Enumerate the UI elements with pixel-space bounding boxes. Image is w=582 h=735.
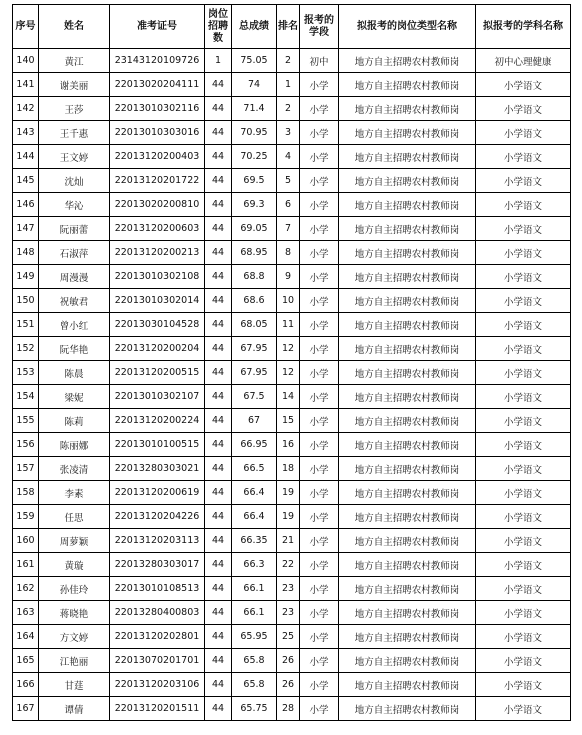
cell-name: 梁妮	[39, 385, 110, 409]
cell-subject: 小学语文	[476, 577, 571, 601]
cell-position-type: 地方自主招聘农村教师岗	[339, 409, 476, 433]
header-school-level: 报考的学段	[300, 5, 339, 49]
cell-positions: 44	[205, 361, 232, 385]
cell-exam-id: 22013120200603	[110, 217, 205, 241]
cell-name: 祝敏君	[39, 289, 110, 313]
cell-total-score: 66.4	[232, 505, 277, 529]
table-row	[13, 577, 571, 601]
cell-subject: 小学语文	[476, 73, 571, 97]
cell-name: 周漫漫	[39, 265, 110, 289]
cell-rank: 12	[277, 337, 300, 361]
header-rank: 排名	[277, 5, 300, 49]
cell-index: 140	[13, 49, 39, 73]
cell-name: 陈丽娜	[39, 433, 110, 457]
table-row	[13, 145, 571, 169]
cell-subject: 小学语文	[476, 481, 571, 505]
cell-exam-id: 23143120109726	[110, 49, 205, 73]
cell-rank: 21	[277, 529, 300, 553]
cell-subject: 小学语文	[476, 217, 571, 241]
cell-exam-id: 22013020204111	[110, 73, 205, 97]
cell-positions: 1	[205, 49, 232, 73]
cell-school-level: 小学	[300, 241, 339, 265]
cell-subject: 小学语文	[476, 241, 571, 265]
cell-school-level: 初中	[300, 49, 339, 73]
cell-exam-id: 22013120203106	[110, 673, 205, 697]
cell-subject: 小学语文	[476, 361, 571, 385]
cell-exam-id: 22013120200515	[110, 361, 205, 385]
cell-rank: 11	[277, 313, 300, 337]
cell-total-score: 67.5	[232, 385, 277, 409]
cell-exam-id: 22013280303017	[110, 553, 205, 577]
cell-name: 华沁	[39, 193, 110, 217]
cell-name: 沈灿	[39, 169, 110, 193]
cell-positions: 44	[205, 97, 232, 121]
cell-total-score: 67.95	[232, 337, 277, 361]
cell-name: 阮丽蕾	[39, 217, 110, 241]
cell-rank: 9	[277, 265, 300, 289]
cell-index: 165	[13, 649, 39, 673]
cell-rank: 14	[277, 385, 300, 409]
cell-exam-id: 22013120200204	[110, 337, 205, 361]
cell-positions: 44	[205, 601, 232, 625]
cell-rank: 28	[277, 697, 300, 721]
cell-subject: 初中心理健康	[476, 49, 571, 73]
cell-exam-id: 22013010100515	[110, 433, 205, 457]
cell-exam-id: 22013120200224	[110, 409, 205, 433]
cell-position-type: 地方自主招聘农村教师岗	[339, 265, 476, 289]
cell-position-type: 地方自主招聘农村教师岗	[339, 217, 476, 241]
cell-positions: 44	[205, 121, 232, 145]
cell-index: 156	[13, 433, 39, 457]
cell-name: 黄璇	[39, 553, 110, 577]
cell-school-level: 小学	[300, 193, 339, 217]
cell-total-score: 66.3	[232, 553, 277, 577]
cell-position-type: 地方自主招聘农村教师岗	[339, 145, 476, 169]
cell-subject: 小学语文	[476, 505, 571, 529]
cell-index: 163	[13, 601, 39, 625]
cell-positions: 44	[205, 409, 232, 433]
header-positions: 岗位招聘数	[205, 5, 232, 49]
cell-exam-id: 22013120203113	[110, 529, 205, 553]
cell-total-score: 69.3	[232, 193, 277, 217]
cell-positions: 44	[205, 457, 232, 481]
table-body	[13, 49, 571, 721]
cell-total-score: 70.25	[232, 145, 277, 169]
cell-total-score: 66.95	[232, 433, 277, 457]
table-row	[13, 265, 571, 289]
cell-rank: 4	[277, 145, 300, 169]
cell-rank: 1	[277, 73, 300, 97]
cell-index: 162	[13, 577, 39, 601]
cell-school-level: 小学	[300, 361, 339, 385]
cell-index: 167	[13, 697, 39, 721]
cell-index: 161	[13, 553, 39, 577]
table-row	[13, 409, 571, 433]
cell-index: 152	[13, 337, 39, 361]
cell-positions: 44	[205, 385, 232, 409]
cell-subject: 小学语文	[476, 625, 571, 649]
cell-positions: 44	[205, 697, 232, 721]
cell-position-type: 地方自主招聘农村教师岗	[339, 361, 476, 385]
cell-positions: 44	[205, 217, 232, 241]
cell-subject: 小学语文	[476, 409, 571, 433]
cell-subject: 小学语文	[476, 169, 571, 193]
cell-position-type: 地方自主招聘农村教师岗	[339, 553, 476, 577]
table-row	[13, 625, 571, 649]
cell-subject: 小学语文	[476, 673, 571, 697]
cell-name: 江艳丽	[39, 649, 110, 673]
cell-subject: 小学语文	[476, 289, 571, 313]
cell-rank: 8	[277, 241, 300, 265]
cell-total-score: 67.95	[232, 361, 277, 385]
cell-position-type: 地方自主招聘农村教师岗	[339, 457, 476, 481]
cell-total-score: 68.05	[232, 313, 277, 337]
cell-position-type: 地方自主招聘农村教师岗	[339, 241, 476, 265]
cell-subject: 小学语文	[476, 649, 571, 673]
header-subject: 拟报考的学科名称	[476, 5, 571, 49]
cell-name: 王千惠	[39, 121, 110, 145]
cell-school-level: 小学	[300, 553, 339, 577]
cell-school-level: 小学	[300, 625, 339, 649]
cell-subject: 小学语文	[476, 265, 571, 289]
cell-exam-id: 22013030104528	[110, 313, 205, 337]
cell-position-type: 地方自主招聘农村教师岗	[339, 601, 476, 625]
cell-exam-id: 22013010303016	[110, 121, 205, 145]
cell-exam-id: 22013010302107	[110, 385, 205, 409]
table-row	[13, 697, 571, 721]
cell-school-level: 小学	[300, 217, 339, 241]
cell-exam-id: 22013070201701	[110, 649, 205, 673]
cell-index: 148	[13, 241, 39, 265]
table-row	[13, 217, 571, 241]
cell-exam-id: 22013120201511	[110, 697, 205, 721]
cell-positions: 44	[205, 625, 232, 649]
cell-total-score: 66.1	[232, 577, 277, 601]
results-table	[12, 4, 571, 721]
cell-position-type: 地方自主招聘农村教师岗	[339, 625, 476, 649]
cell-position-type: 地方自主招聘农村教师岗	[339, 433, 476, 457]
header-name: 姓名	[39, 5, 110, 49]
cell-index: 144	[13, 145, 39, 169]
cell-index: 151	[13, 313, 39, 337]
cell-subject: 小学语文	[476, 145, 571, 169]
cell-exam-id: 22013280400803	[110, 601, 205, 625]
cell-school-level: 小学	[300, 73, 339, 97]
cell-total-score: 69.5	[232, 169, 277, 193]
cell-rank: 19	[277, 481, 300, 505]
table-row	[13, 673, 571, 697]
cell-position-type: 地方自主招聘农村教师岗	[339, 289, 476, 313]
cell-total-score: 68.95	[232, 241, 277, 265]
cell-index: 141	[13, 73, 39, 97]
cell-position-type: 地方自主招聘农村教师岗	[339, 169, 476, 193]
cell-school-level: 小学	[300, 409, 339, 433]
header-position-type: 拟报考的岗位类型名称	[339, 5, 476, 49]
cell-school-level: 小学	[300, 433, 339, 457]
cell-name: 李素	[39, 481, 110, 505]
cell-subject: 小学语文	[476, 193, 571, 217]
cell-total-score: 66.5	[232, 457, 277, 481]
cell-subject: 小学语文	[476, 121, 571, 145]
cell-positions: 44	[205, 265, 232, 289]
cell-subject: 小学语文	[476, 433, 571, 457]
cell-total-score: 66.4	[232, 481, 277, 505]
cell-exam-id: 22013020200810	[110, 193, 205, 217]
table-row	[13, 361, 571, 385]
cell-exam-id: 22013120200619	[110, 481, 205, 505]
cell-school-level: 小学	[300, 481, 339, 505]
cell-school-level: 小学	[300, 145, 339, 169]
cell-total-score: 65.95	[232, 625, 277, 649]
cell-index: 160	[13, 529, 39, 553]
cell-index: 159	[13, 505, 39, 529]
cell-name: 任思	[39, 505, 110, 529]
cell-total-score: 75.05	[232, 49, 277, 73]
cell-rank: 26	[277, 673, 300, 697]
cell-index: 149	[13, 265, 39, 289]
cell-name: 张凌清	[39, 457, 110, 481]
cell-school-level: 小学	[300, 505, 339, 529]
cell-rank: 12	[277, 361, 300, 385]
table-row	[13, 49, 571, 73]
table-row	[13, 457, 571, 481]
cell-positions: 44	[205, 577, 232, 601]
cell-subject: 小学语文	[476, 385, 571, 409]
cell-positions: 44	[205, 73, 232, 97]
cell-index: 147	[13, 217, 39, 241]
cell-subject: 小学语文	[476, 337, 571, 361]
cell-rank: 5	[277, 169, 300, 193]
header-exam-id: 准考证号	[110, 5, 205, 49]
cell-rank: 25	[277, 625, 300, 649]
cell-total-score: 70.95	[232, 121, 277, 145]
cell-exam-id: 22013120204226	[110, 505, 205, 529]
cell-school-level: 小学	[300, 385, 339, 409]
table-row	[13, 313, 571, 337]
table-row	[13, 481, 571, 505]
table-row	[13, 97, 571, 121]
cell-name: 王莎	[39, 97, 110, 121]
cell-rank: 6	[277, 193, 300, 217]
cell-positions: 44	[205, 313, 232, 337]
cell-school-level: 小学	[300, 457, 339, 481]
cell-index: 143	[13, 121, 39, 145]
cell-position-type: 地方自主招聘农村教师岗	[339, 121, 476, 145]
table-row	[13, 433, 571, 457]
cell-school-level: 小学	[300, 169, 339, 193]
cell-school-level: 小学	[300, 289, 339, 313]
cell-index: 164	[13, 625, 39, 649]
cell-index: 155	[13, 409, 39, 433]
cell-index: 145	[13, 169, 39, 193]
cell-rank: 23	[277, 601, 300, 625]
cell-rank: 15	[277, 409, 300, 433]
cell-positions: 44	[205, 289, 232, 313]
cell-position-type: 地方自主招聘农村教师岗	[339, 481, 476, 505]
cell-school-level: 小学	[300, 577, 339, 601]
cell-positions: 44	[205, 337, 232, 361]
cell-total-score: 65.8	[232, 649, 277, 673]
cell-subject: 小学语文	[476, 529, 571, 553]
cell-total-score: 71.4	[232, 97, 277, 121]
cell-subject: 小学语文	[476, 601, 571, 625]
cell-school-level: 小学	[300, 121, 339, 145]
cell-positions: 44	[205, 553, 232, 577]
table-row	[13, 73, 571, 97]
table-row	[13, 337, 571, 361]
cell-exam-id: 22013010302014	[110, 289, 205, 313]
cell-name: 王文婷	[39, 145, 110, 169]
cell-school-level: 小学	[300, 337, 339, 361]
cell-total-score: 68.6	[232, 289, 277, 313]
cell-school-level: 小学	[300, 313, 339, 337]
cell-name: 陈晨	[39, 361, 110, 385]
header-row	[13, 5, 571, 49]
cell-name: 方文婷	[39, 625, 110, 649]
cell-index: 166	[13, 673, 39, 697]
cell-name: 孙佳玲	[39, 577, 110, 601]
cell-positions: 44	[205, 505, 232, 529]
cell-index: 142	[13, 97, 39, 121]
cell-total-score: 65.75	[232, 697, 277, 721]
cell-rank: 19	[277, 505, 300, 529]
cell-positions: 44	[205, 649, 232, 673]
table-row	[13, 241, 571, 265]
header-total-score: 总成绩	[232, 5, 277, 49]
cell-position-type: 地方自主招聘农村教师岗	[339, 97, 476, 121]
cell-positions: 44	[205, 433, 232, 457]
cell-total-score: 67	[232, 409, 277, 433]
table-row	[13, 193, 571, 217]
cell-subject: 小学语文	[476, 97, 571, 121]
cell-rank: 18	[277, 457, 300, 481]
cell-school-level: 小学	[300, 265, 339, 289]
table-row	[13, 169, 571, 193]
cell-index: 158	[13, 481, 39, 505]
cell-position-type: 地方自主招聘农村教师岗	[339, 313, 476, 337]
cell-position-type: 地方自主招聘农村教师岗	[339, 505, 476, 529]
cell-school-level: 小学	[300, 697, 339, 721]
table-row	[13, 289, 571, 313]
table-row	[13, 385, 571, 409]
cell-rank: 26	[277, 649, 300, 673]
cell-name: 谭倩	[39, 697, 110, 721]
cell-rank: 16	[277, 433, 300, 457]
cell-total-score: 66.35	[232, 529, 277, 553]
header-index: 序号	[13, 5, 39, 49]
cell-position-type: 地方自主招聘农村教师岗	[339, 649, 476, 673]
cell-school-level: 小学	[300, 673, 339, 697]
table-row	[13, 601, 571, 625]
cell-index: 146	[13, 193, 39, 217]
cell-positions: 44	[205, 241, 232, 265]
cell-exam-id: 22013120200213	[110, 241, 205, 265]
cell-position-type: 地方自主招聘农村教师岗	[339, 529, 476, 553]
cell-name: 石淑萍	[39, 241, 110, 265]
cell-positions: 44	[205, 169, 232, 193]
cell-total-score: 68.8	[232, 265, 277, 289]
cell-exam-id: 22013280303021	[110, 457, 205, 481]
cell-positions: 44	[205, 673, 232, 697]
cell-subject: 小学语文	[476, 457, 571, 481]
cell-subject: 小学语文	[476, 313, 571, 337]
cell-school-level: 小学	[300, 601, 339, 625]
cell-school-level: 小学	[300, 529, 339, 553]
cell-exam-id: 22013010302108	[110, 265, 205, 289]
cell-position-type: 地方自主招聘农村教师岗	[339, 385, 476, 409]
cell-name: 曾小红	[39, 313, 110, 337]
cell-position-type: 地方自主招聘农村教师岗	[339, 697, 476, 721]
table-row	[13, 529, 571, 553]
cell-positions: 44	[205, 193, 232, 217]
cell-position-type: 地方自主招聘农村教师岗	[339, 193, 476, 217]
cell-positions: 44	[205, 529, 232, 553]
cell-name: 阮华艳	[39, 337, 110, 361]
table-row	[13, 649, 571, 673]
cell-name: 陈莉	[39, 409, 110, 433]
cell-rank: 23	[277, 577, 300, 601]
cell-rank: 7	[277, 217, 300, 241]
cell-rank: 10	[277, 289, 300, 313]
cell-index: 154	[13, 385, 39, 409]
cell-positions: 44	[205, 145, 232, 169]
cell-index: 150	[13, 289, 39, 313]
cell-name: 蒋晓艳	[39, 601, 110, 625]
cell-subject: 小学语文	[476, 553, 571, 577]
cell-position-type: 地方自主招聘农村教师岗	[339, 49, 476, 73]
cell-school-level: 小学	[300, 97, 339, 121]
cell-position-type: 地方自主招聘农村教师岗	[339, 73, 476, 97]
cell-total-score: 69.05	[232, 217, 277, 241]
cell-position-type: 地方自主招聘农村教师岗	[339, 673, 476, 697]
table-row	[13, 553, 571, 577]
cell-rank: 3	[277, 121, 300, 145]
cell-positions: 44	[205, 481, 232, 505]
cell-exam-id: 22013120202801	[110, 625, 205, 649]
cell-rank: 2	[277, 97, 300, 121]
cell-school-level: 小学	[300, 649, 339, 673]
cell-index: 153	[13, 361, 39, 385]
cell-total-score: 66.1	[232, 601, 277, 625]
cell-index: 157	[13, 457, 39, 481]
cell-name: 黄江	[39, 49, 110, 73]
cell-exam-id: 22013010302116	[110, 97, 205, 121]
cell-rank: 2	[277, 49, 300, 73]
cell-name: 谢美丽	[39, 73, 110, 97]
cell-total-score: 65.8	[232, 673, 277, 697]
cell-name: 周萝颖	[39, 529, 110, 553]
cell-position-type: 地方自主招聘农村教师岗	[339, 337, 476, 361]
cell-total-score: 74	[232, 73, 277, 97]
table-row	[13, 121, 571, 145]
cell-subject: 小学语文	[476, 697, 571, 721]
table-row	[13, 505, 571, 529]
cell-name: 甘莛	[39, 673, 110, 697]
cell-exam-id: 22013120200403	[110, 145, 205, 169]
cell-exam-id: 22013010108513	[110, 577, 205, 601]
cell-exam-id: 22013120201722	[110, 169, 205, 193]
cell-position-type: 地方自主招聘农村教师岗	[339, 577, 476, 601]
cell-rank: 22	[277, 553, 300, 577]
